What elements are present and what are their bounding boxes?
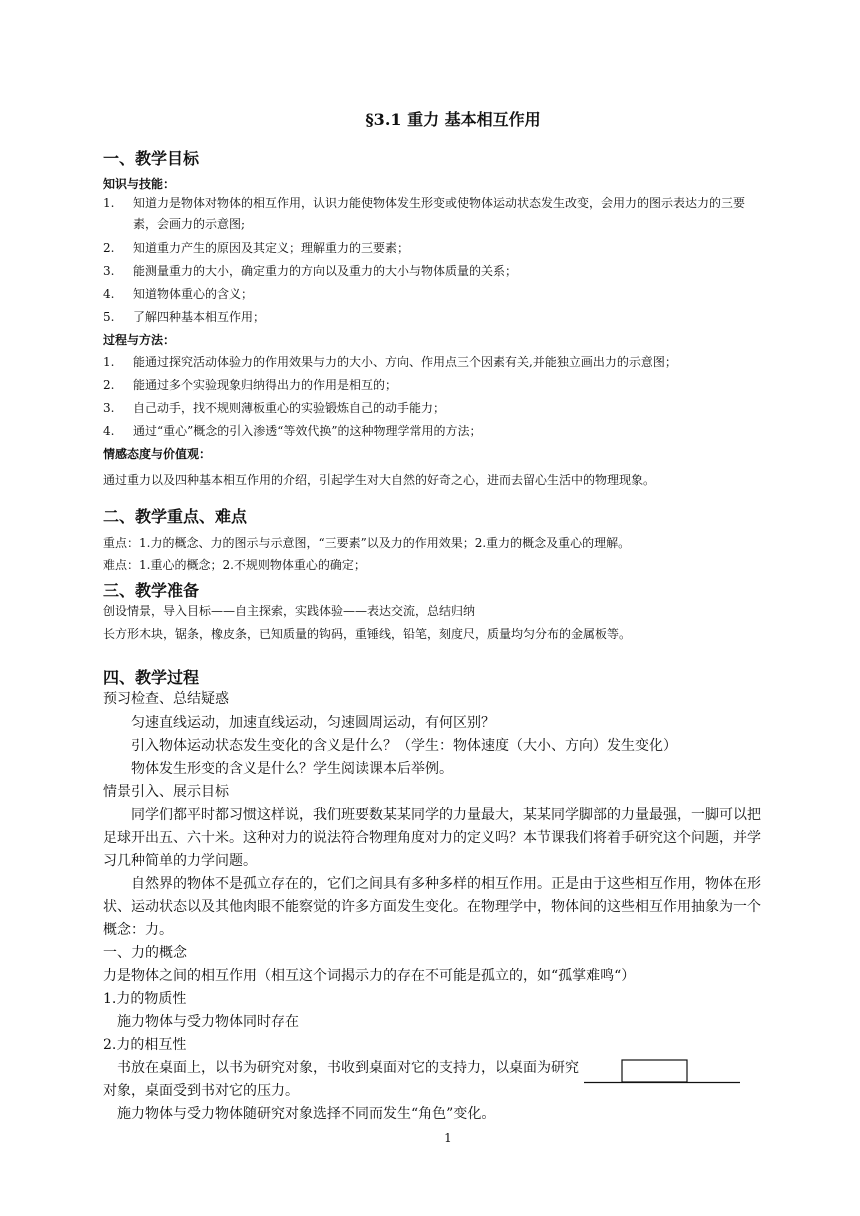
list-number: 3.: [103, 401, 115, 415]
list-text: 知道物体重心的含义；: [133, 287, 254, 301]
list-number: 3.: [103, 264, 115, 278]
page-number: 1: [444, 1131, 452, 1145]
question-1: 匀速直线运动，加速直线运动，匀速圆周运动，有何区别？: [131, 715, 495, 731]
subheading-mutuality: 2.力的相互性: [103, 1037, 187, 1053]
key-points-text: 重点：1.力的概念、力的图示与示意图，“三要素”以及力的作用效果；2.重力的概念及重心的理解。: [103, 536, 631, 550]
list-item: [103, 193, 763, 235]
mutuality-text-2: 施力物体与受力物体随研究对象选择不同而发生“角色”变化。: [117, 1106, 496, 1122]
subheading-emotion-values: 情感态度与价值观：: [103, 447, 212, 461]
list-number: 5.: [103, 310, 115, 324]
materiality-text: 施力物体与受力物体同时存在: [117, 1014, 299, 1030]
list-text: 了解四种基本相互作用；: [133, 310, 266, 324]
list-number: 4.: [103, 287, 115, 301]
paragraph-intro: 同学们都平时都习惯这样说，我们班要数某某同学的力量最大，某某同学脚部的力量最强，一脚可以把足球开出五、六十米。这种对力的说法符合物理角度对力的定义吗？本节课我们将着手研究这个问题，并学习几种简单的力学问题。: [103, 807, 761, 869]
list-number: 2.: [103, 378, 115, 392]
list-text: 能通过多个实验现象归纳得出力的作用是相互的；: [133, 378, 398, 392]
subheading-materiality: 1.力的物质性: [103, 991, 187, 1007]
mutuality-text-1: 书放在桌面上，以书为研究对象，书收到桌面对它的支持力，以桌面为研究对象，桌面受到书对它的压力。: [103, 1060, 579, 1099]
difficult-points-text: 难点：1.重心的概念；2.不规则物体重心的确定；: [103, 558, 366, 572]
section-heading-preparation: 三、教学准备: [103, 581, 200, 600]
list-number: 1.: [103, 355, 115, 369]
section-heading-key-points: 二、教学重点、难点: [103, 507, 248, 526]
paragraph-interaction: 自然界的物体不是孤立存在的，它们之间具有多种多样的相互作用。正是由于这些相互作用，物体在形状、运动状态以及其他肉眼不能察觉的许多方面发生变化。在物理学中，物体间的这些相互作用抽象为一个概念：力。: [103, 876, 761, 938]
preparation-line-1: 创设情景，导入目标——自主探索，实践体验——表达交流，总结归纳: [103, 604, 476, 618]
list-text: 自己动手，找不规则薄板重心的实验锻炼自己的动手能力；: [133, 401, 446, 415]
list-text: 通过“重心”概念的引入渗透“等效代换”的这种物理学常用的方法；: [133, 424, 482, 438]
question-3: 物体发生形变的含义是什么？学生阅读课本后举例。: [131, 761, 453, 777]
section-heading-objectives: 一、教学目标: [103, 149, 200, 168]
subheading-knowledge-skills: 知识与技能：: [103, 177, 176, 191]
book-on-table-figure: [584, 1059, 740, 1085]
list-text: 能测量重力的大小，确定重力的方向以及重力的大小与物体质量的关系；: [133, 264, 518, 278]
list-number: 2.: [103, 241, 115, 255]
subheading-process-method: 过程与方法：: [103, 333, 176, 347]
subheading-force-concept: 一、力的概念: [103, 945, 187, 961]
subheading-scenario: 情景引入、展示目标: [103, 784, 229, 800]
subheading-preview: 预习检查、总结疑惑: [103, 691, 229, 707]
section-heading-process: 四、教学过程: [103, 668, 200, 687]
document-title: §3.1 重力 基本相互作用: [365, 110, 541, 129]
list-text: 知道重力产生的原因及其定义；理解重力的三要素；: [133, 241, 410, 255]
list-number: 4.: [103, 424, 115, 438]
question-2: 引入物体运动状态发生变化的含义是什么？（学生：物体速度（大小、方向）发生变化）: [131, 738, 677, 754]
book-shape: [622, 1060, 687, 1082]
emotion-values-text: 通过重力以及四种基本相互作用的介绍，引起学生对大自然的好奇之心，进而去留心生活中的物理现象。: [103, 473, 656, 487]
force-definition: 力是物体之间的相互作用（相互这个词揭示力的存在不可能是孤立的，如“孤掌难鸣“）: [103, 968, 636, 984]
preparation-line-2: 长方形木块，锯条，橡皮条，已知质量的钩码，重锤线，铅笔，刻度尺，质量均匀分布的金属板等。: [103, 627, 632, 641]
list-number: 1.: [103, 196, 115, 210]
list-text: 能通过探究活动体验力的作用效果与力的大小、方向、作用点三个因素有关,并能独立画出力的示意图；: [133, 355, 677, 369]
list-text: 知道力是物体对物体的相互作用，认识力能使物体发生形变或使物体运动状态发生改变，会用力的图示表达力的三要素，会画力的示意图;: [133, 196, 746, 231]
